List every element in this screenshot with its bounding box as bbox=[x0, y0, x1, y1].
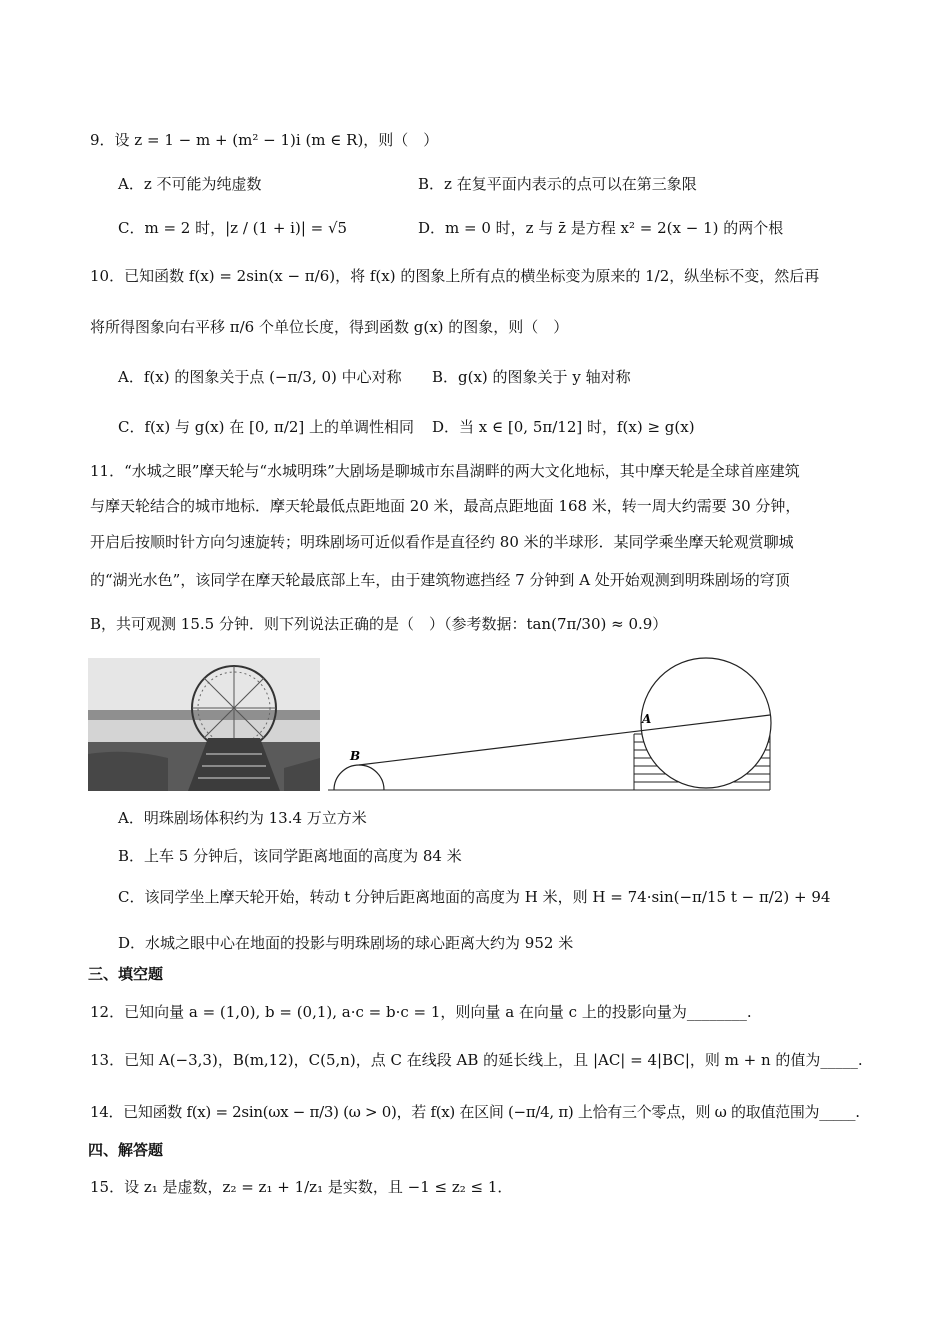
ferris-wheel-photo bbox=[88, 658, 320, 791]
q10-option-b: B．g(x) 的图象关于 y 轴对称 bbox=[432, 368, 631, 386]
q10-option-a: A．f(x) 的图象关于点 (−π/3, 0) 中心对称 bbox=[118, 368, 402, 386]
q11-option-a: A．明珠剧场体积约为 13.4 万立方米 bbox=[118, 809, 367, 827]
q10-stem-line1: 10．已知函数 f(x) = 2sin(x − π/6)，将 f(x) 的图象上所有点的横坐标变为原来的 1/2，纵坐标不变，然后再 bbox=[90, 267, 820, 285]
q11-option-c: C．该同学坐上摩天轮开始，转动 t 分钟后距离地面的高度为 H 米，则 H = 74·sin(−π/15 t − π/2) + 94 bbox=[118, 888, 831, 906]
section-fill-in-title: 三、填空题 bbox=[88, 965, 164, 983]
q9-option-a: A．z 不可能为纯虚数 bbox=[118, 175, 262, 193]
point-b-label: B bbox=[350, 749, 361, 763]
q11-stem-line2: 与摩天轮结合的城市地标．摩天轮最低点距地面 20 米，最高点距地面 168 米，转一周大约需要 30 分钟， bbox=[90, 497, 801, 515]
ferris-wheel-photo-drawing bbox=[88, 658, 320, 791]
q11-stem-line4: 的“湖光水色”，该同学在摩天轮最底部上车，由于建筑物遮挡经 7 分钟到 A 处开始观测到明珠剧场的穹顶 bbox=[90, 571, 790, 589]
q13-text: 13．已知 A(−3,3)，B(m,12)，C(5,n)，点 C 在线段 AB 的延长线上，且 |AC| = 4|BC|，则 m + n 的值为_____. bbox=[90, 1051, 863, 1069]
q9-stem: 9．设 z = 1 − m + (m² − 1)i (m ∈ R)，则（ ） bbox=[90, 131, 439, 149]
q9-option-d: D．m = 0 时，z 与 z̄ 是方程 x² = 2(x − 1) 的两个根 bbox=[418, 219, 784, 237]
section-answer-title: 四、解答题 bbox=[88, 1141, 164, 1159]
q9-option-c: C．m = 2 时，|z / (1 + i)| = √5 bbox=[118, 219, 348, 237]
q11-stem-line3: 开启后按顺时针方向匀速旋转；明珠剧场可近似看作是直径约 80 米的半球形．某同学乘坐摩天轮观赏聊城 bbox=[90, 533, 794, 551]
q15-text: 15．设 z₁ 是虚数，z₂ = z₁ + 1/z₁ 是实数，且 −1 ≤ z₂ ≤ 1． bbox=[90, 1178, 513, 1196]
q10-option-d: D．当 x ∈ [0, 5π/12] 时，f(x) ≥ g(x) bbox=[432, 418, 695, 436]
q14-text: 14．已知函数 f(x) = 2sin(ωx − π/3) (ω > 0)，若 f(x) 在区间 (−π/4, π) 上恰有三个零点，则 ω 的取值范围为_____. bbox=[90, 1103, 860, 1121]
point-a-label: A bbox=[642, 712, 652, 726]
q11-option-d: D．水城之眼中心在地面的投影与明珠剧场的球心距离大约为 952 米 bbox=[118, 934, 574, 952]
q11-stem-line1: 11．“水城之眼”摩天轮与“水城明珠”大剧场是聊城市东昌湖畔的两大文化地标，其中摩天轮是全球首座建筑 bbox=[90, 462, 800, 480]
q11-geometry-diagram bbox=[328, 655, 774, 795]
q10-stem-line2: 将所得图象向右平移 π/6 个单位长度，得到函数 g(x) 的图象，则（ ） bbox=[90, 318, 569, 336]
q12-text: 12．已知向量 a = (1,0), b = (0,1), a·c = b·c = 1，则向量 a 在向量 c 上的投影向量为________. bbox=[90, 1003, 752, 1021]
q11-option-b: B．上车 5 分钟后，该同学距离地面的高度为 84 米 bbox=[118, 847, 462, 865]
q11-stem-line5: B，共可观测 15.5 分钟．则下列说法正确的是（ ）（参考数据：tan(7π/30) ≈ 0.9） bbox=[90, 615, 668, 633]
theater-dome bbox=[334, 765, 384, 790]
q10-option-c: C．f(x) 与 g(x) 在 [0, π/2] 上的单调性相同 bbox=[118, 418, 415, 436]
q9-option-b: B．z 在复平面内表示的点可以在第三象限 bbox=[418, 175, 697, 193]
